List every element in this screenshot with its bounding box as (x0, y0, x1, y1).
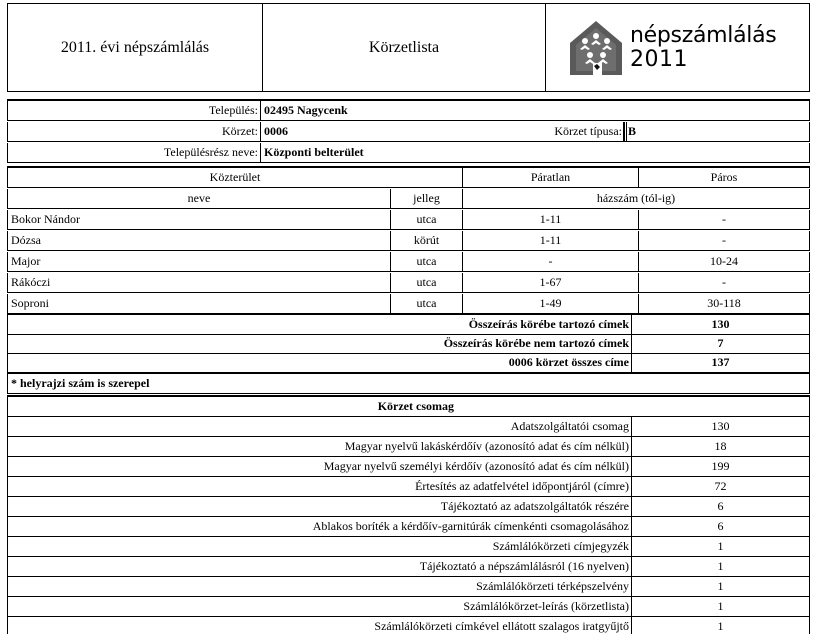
census-logo (568, 19, 776, 77)
district-type-value: B (628, 124, 637, 138)
package-item-label: Számlálókörzeti címkével ellátott szalagos iratgyűjtő (8, 617, 632, 634)
document-header (7, 3, 810, 92)
package-title-row (7, 397, 810, 417)
package-item-value: 18 (714, 439, 727, 453)
street-type: utca (391, 273, 463, 292)
street-name: Rákóczi (8, 273, 391, 292)
settlement-value: 02495 Nagycenk (264, 103, 348, 117)
odd-range: 1-67 (463, 273, 639, 292)
streets-header-row-1 (7, 168, 810, 188)
package-item-value: 6 (717, 519, 724, 533)
street-name: Bokor Nándor (8, 210, 391, 229)
settlement-part-row (7, 143, 810, 163)
package-item (7, 597, 810, 617)
package-item-label: Tájékoztató az adatszolgáltatók részére (8, 497, 632, 516)
document-title: Körzetlista (263, 4, 546, 91)
street-name: Dózsa (8, 231, 391, 250)
package-item-label: Számlálókörzet-leírás (körzetlista) (8, 597, 632, 616)
col-even: Páros (710, 170, 738, 184)
district-label: Körzet: (8, 122, 261, 141)
even-range: - (722, 275, 726, 289)
even-range: 10-24 (710, 254, 738, 268)
package-item (7, 617, 810, 634)
total-label: Összeírás körébe tartozó címek (8, 315, 632, 334)
package-item-value: 1 (717, 619, 724, 633)
package-item (7, 437, 810, 457)
package-item-label: Számlálókörzeti térképszelvény (8, 577, 632, 596)
footnote: * helyrajzi szám is szerepel (11, 376, 150, 390)
even-range: - (722, 212, 726, 226)
col-name: neve (8, 189, 391, 208)
table-row (7, 252, 810, 272)
total-label: 0006 körzet összes címe (8, 353, 632, 372)
package-item (7, 557, 810, 577)
odd-range: 1-11 (463, 231, 639, 250)
settlement-part-value: Központi belterület (264, 145, 364, 159)
col-public-space: Közterület (8, 168, 463, 187)
package-item-label: Ablakos boríték a kérdőív-garnitúrák címenkénti csomagolásához (8, 517, 632, 536)
package-item-value: 72 (714, 479, 727, 493)
district-list-document (7, 3, 810, 634)
street-type: körút (391, 231, 463, 250)
logo-wordmark: népszámlálás (630, 22, 777, 48)
package-item-label: Magyar nyelvű személyi kérdőív (azonosító adat és cím nélkül) (8, 457, 632, 476)
settlement-row (7, 101, 810, 121)
package-item (7, 517, 810, 537)
package-item (7, 537, 810, 557)
house-people-logo-icon (568, 19, 624, 77)
even-range: - (722, 233, 726, 247)
district-type-label: Körzet típusa: (463, 122, 625, 141)
package-item-label: Értesítés az adatfelvétel időpontjáról (címre) (8, 477, 632, 496)
package-item (7, 497, 810, 517)
streets-header-row-2 (7, 189, 810, 209)
totals-row (7, 315, 810, 335)
census-title: 2011. évi népszámlálás (8, 4, 263, 91)
package-item-value: 199 (711, 459, 730, 473)
package-item-value: 1 (717, 539, 724, 553)
street-name: Major (8, 252, 391, 271)
package-item-value: 1 (717, 579, 724, 593)
street-type: utca (391, 210, 463, 229)
total-value: 137 (711, 355, 730, 369)
package-item-label: Adatszolgáltatói csomag (8, 417, 632, 436)
package-item-label: Magyar nyelvű lakáskérdőív (azonosító adat és cím nélkül) (8, 437, 632, 456)
package-item (7, 477, 810, 497)
col-odd: Páratlan (463, 168, 639, 187)
odd-range: - (463, 252, 639, 271)
package-item-label: Számlálókörzeti címjegyzék (8, 537, 632, 556)
package-item-value: 130 (711, 419, 730, 433)
odd-range: 1-49 (463, 294, 639, 313)
street-type: utca (391, 252, 463, 271)
odd-range: 1-11 (463, 210, 639, 229)
table-row (7, 273, 810, 293)
col-type: jelleg (391, 189, 463, 208)
totals-row (7, 353, 810, 373)
totals-row (7, 334, 810, 354)
package-title: Körzet csomag (377, 399, 454, 413)
footnote-row (7, 374, 810, 394)
logo-year: 2011 (630, 46, 688, 72)
district-value: 0006 (261, 122, 624, 141)
street-name: Soproni (8, 294, 391, 313)
package-item (7, 457, 810, 477)
even-range: 30-118 (707, 296, 741, 310)
col-house-numbers: házszám (tól-ig) (596, 191, 676, 205)
package-item (7, 577, 810, 597)
district-row (7, 122, 810, 142)
package-item-value: 1 (717, 559, 724, 573)
package-item-label: Tájékoztató a népszámlálásról (16 nyelven) (8, 557, 632, 576)
table-row (7, 210, 810, 230)
total-value: 130 (711, 317, 730, 331)
package-item-value: 6 (717, 499, 724, 513)
total-value: 7 (717, 336, 724, 350)
table-row (7, 294, 810, 314)
street-type: utca (391, 294, 463, 313)
total-label: Összeírás körébe nem tartozó címek (8, 334, 632, 353)
package-item (7, 417, 810, 437)
settlement-label: Település: (8, 101, 261, 120)
table-row (7, 231, 810, 251)
settlement-part-label: Településrész neve: (8, 143, 261, 162)
package-item-value: 1 (717, 599, 724, 613)
